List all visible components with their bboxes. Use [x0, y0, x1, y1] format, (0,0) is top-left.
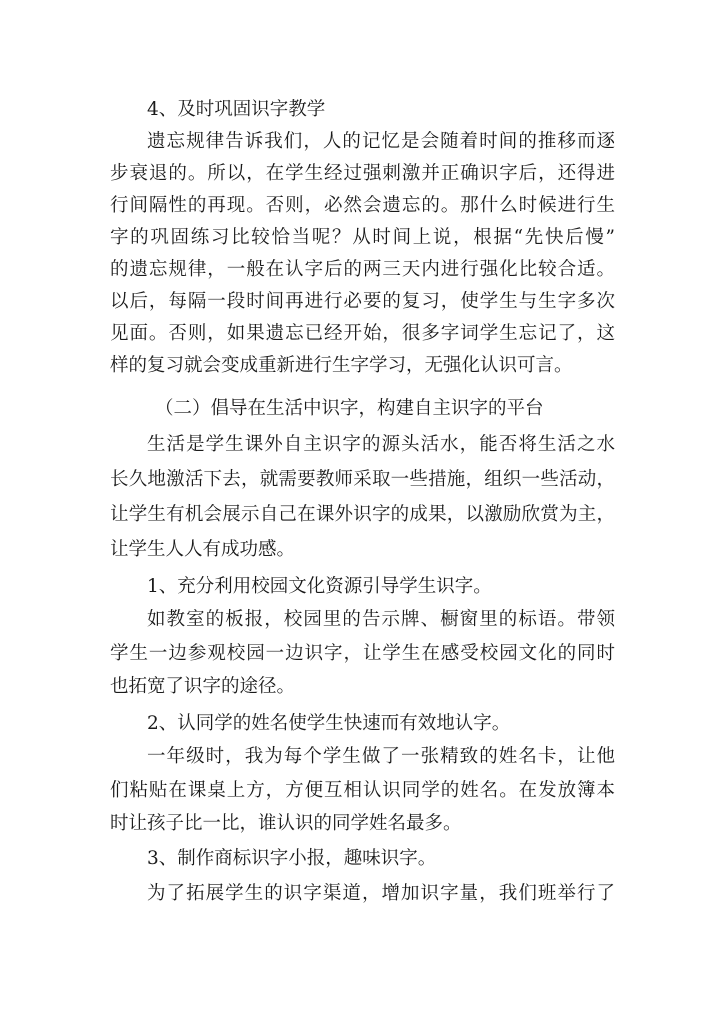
paragraph-line: 样的复习就会变成重新进行生字学习，无强化认识可言。	[110, 355, 573, 376]
paragraph-line: 时让孩子比一比，谁认识的同学姓名最多。	[110, 813, 462, 834]
paragraph-line: 见面。否则，如果遗忘已经开始，很多字词学生忘记了，这	[110, 323, 615, 344]
paragraph-line: 如教室的板报，校园里的告示牌、橱窗里的标语。带领	[147, 609, 615, 630]
section-heading-2b: 2、认同学的姓名使学生快速而有效地认字。	[147, 713, 511, 734]
section-heading-3: 3、制作商标识字小报，趣味识字。	[147, 848, 437, 869]
paragraph-line: 为了拓展学生的识字渠道，增加识字量，我们班举行了	[147, 883, 615, 904]
paragraph-line: 步衰退的。所以，在学生经过强刺激并正确识字后，还得进	[110, 163, 615, 184]
paragraph-line: 的遗忘规律，一般在认字后的两三天内进行强化比较合适。	[110, 259, 615, 280]
section-heading-4: 4、及时巩固识字教学	[147, 99, 326, 120]
paragraph-line: 行间隔性的再现。否则，必然会遗忘的。那什么时候进行生	[110, 195, 615, 216]
paragraph-line: 生活是学生课外自主识字的源头活水，能否将生活之水	[147, 434, 615, 455]
paragraph-line: 字的巩固练习比较恰当呢？从时间上说，根据“先快后慢”	[110, 227, 615, 248]
paragraph-line: 遗忘规律告诉我们，人的记忆是会随着时间的推移而逐	[147, 131, 615, 152]
section-heading-1: 1、充分利用校园文化资源引导学生识字。	[147, 576, 492, 597]
paragraph-line: 们粘贴在课桌上方，方便互相认识同学的姓名。在发放簿本	[110, 780, 615, 801]
paragraph-line: 让学生人人有成功感。	[110, 539, 296, 560]
paragraph-line: 以后，每隔一段时间再进行必要的复习，使学生与生字多次	[110, 291, 615, 312]
paragraph-line: 长久地激活下去，就需要教师采取一些措施，组织一些活动，	[110, 469, 615, 490]
paragraph-line: 一年级时，我为每个学生做了一张精致的姓名卡，让他	[147, 746, 615, 767]
paragraph-line: 学生一边参观校园一边识字，让学生在感受校园文化的同时	[110, 643, 615, 664]
paragraph-line: 也拓宽了识字的途径。	[110, 676, 296, 697]
paragraph-line: 让学生有机会展示自己在课外识字的成果，以激励欣赏为主，	[110, 504, 615, 525]
section-heading-2: （二）倡导在生活中识字，构建自主识字的平台	[155, 398, 544, 419]
